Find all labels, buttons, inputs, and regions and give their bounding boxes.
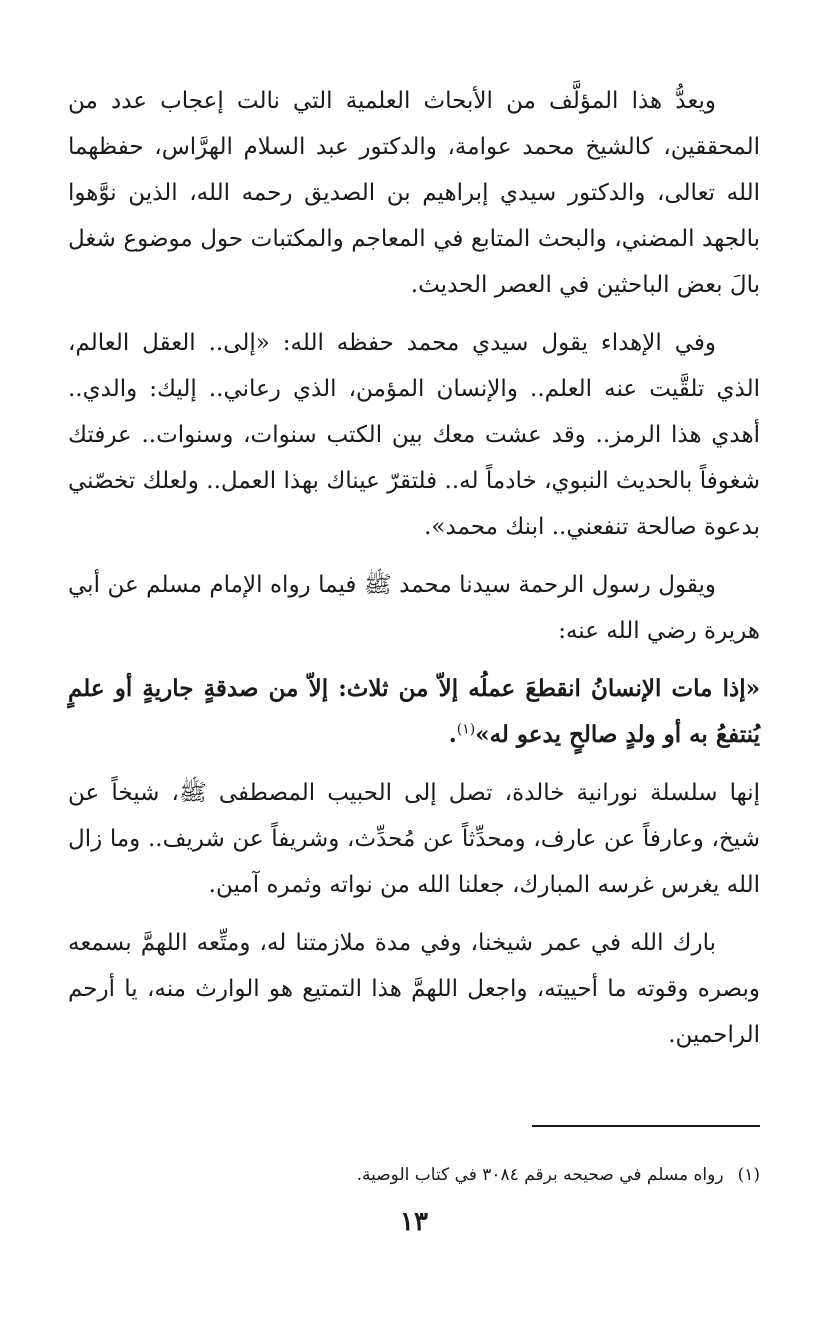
footnote-divider <box>532 1125 760 1127</box>
page-number: ١٣ <box>400 1207 428 1237</box>
paragraph-hadith-intro: ويقول رسول الرحمة سيدنا محمد ﷺ فيما رواه الإمام مسلم عن أبي هريرة رضي الله عنه: <box>68 572 760 644</box>
paragraph-dedication: وفي الإهداء يقول سيدي محمد حفظه الله: «إلى.. العقل العالم، الذي تلقَّيت عنه العلم.. والإنسان المؤمن، الذي رعاني.. إليك: والدي.. أهدي هذا الرمز.. وقد عشت معك بين الكتب سنوات، وسنوات.. عرفتك شغوفاً بالحديث النبوي، خادماً له.. فلتقرّ عيناك بهذا العمل.. ولعلك تخصّني بدعوة صالحة تنفعني.. ابنك محمد». <box>68 330 760 540</box>
paragraph-chain: إنها سلسلة نورانية خالدة، تصل إلى الحبيب المصطفى ﷺ، شيخاً عن شيخ، وعارفاً عن عارف، ومحدِّثاً عن مُحدِّث، وشريفاً عن شريف.. وما زال الله يغرس غرسه المبارك، جعلنا الله من نواته وثمره آمين. <box>68 780 760 898</box>
footnote-text: رواه مسلم في صحيحه برقم ٣٠٨٤ في كتاب الوصية. <box>356 1165 724 1185</box>
hadith-closing: . <box>448 721 457 748</box>
paragraph-book-praise: ويعدُّ هذا المؤلَّف من الأبحاث العلمية التي نالت إعجاب عدد من المحققين، كالشيخ محمد عوامة، والدكتور عبد السلام الهرَّاس، حفظهما الله تعالى، والدكتور سيدي إبراهيم بن الصديق رحمه الله، الذين نوَّهوا بالجهد المضني، والبحث المتابع في المعاجم والمكتبات حول موضوع شغل بالَ بعض الباحثين في العصر الحديث. <box>68 88 760 298</box>
paragraph-supplication: بارك الله في عمر شيخنا، وفي مدة ملازمتنا له، ومتِّعه اللهمَّ بسمعه وبصره وقوته ما أحييته، واجعل اللهمَّ هذا التمتيع هو الوارث منه، يا أرحم الراحمين. <box>68 930 760 1048</box>
footnote <box>68 1160 760 1190</box>
footnote-reference: (١) <box>456 721 476 738</box>
footnote-number: (١) <box>737 1165 760 1185</box>
paragraph-hadith-quote <box>68 666 760 758</box>
page-body <box>68 78 760 1058</box>
hadith-text: «إذا مات الإنسانُ انقطعَ عملُه إلاّ من ثلاث: إلاّ من صدقةٍ جاريةٍ أو علمٍ يُنتفعُ به أو ولدٍ صالحٍ يدعو له» <box>68 675 760 748</box>
